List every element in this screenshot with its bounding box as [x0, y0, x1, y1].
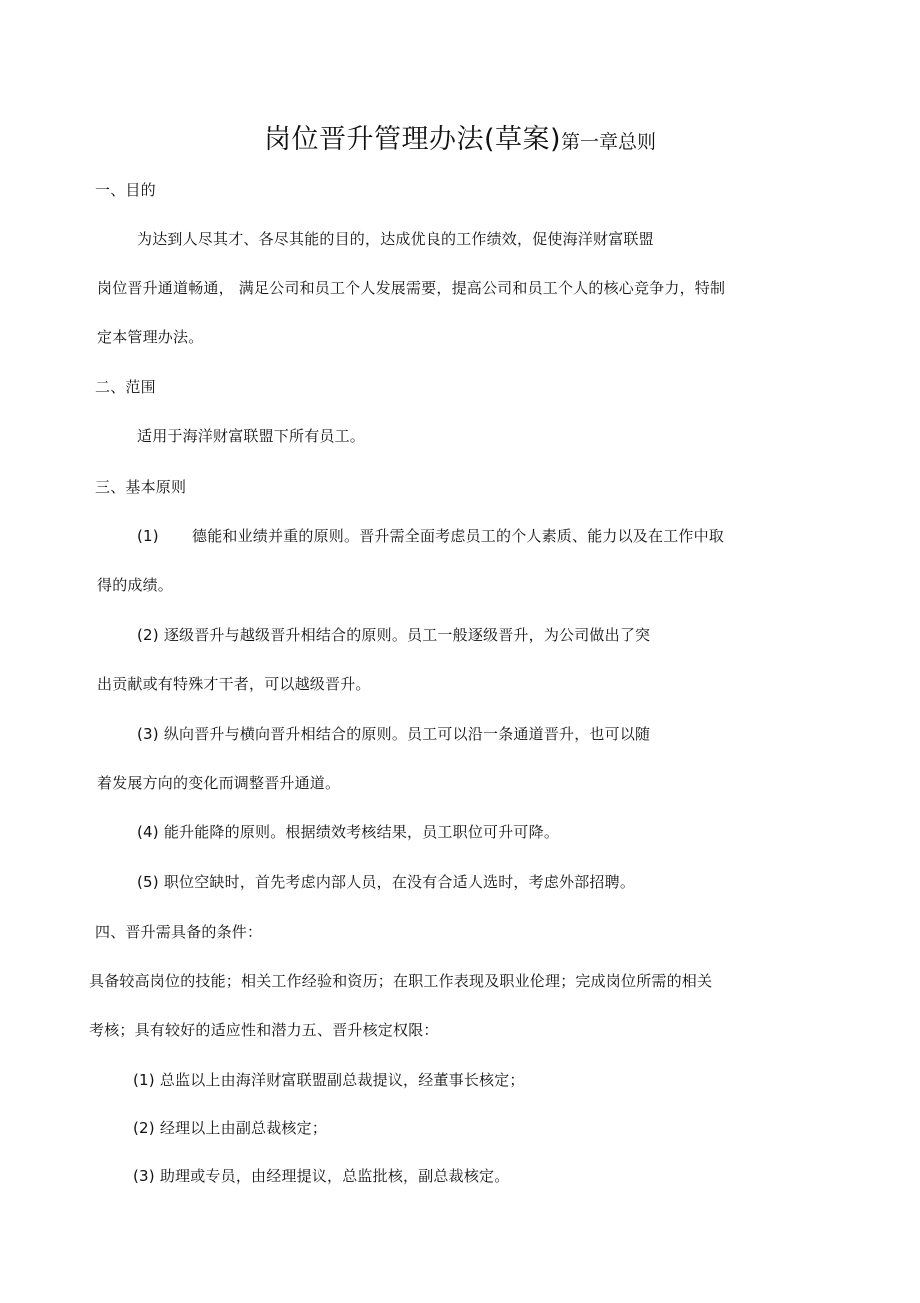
paragraph-line: 着发展方向的变化而调整晋升通道。: [97, 774, 341, 792]
list-item-text: 德能和业绩并重的原则。晋升需全面考虑员工的个人素质、能力以及在工作中取: [192, 527, 725, 545]
paragraph-line: 具备较高岗位的技能；相关工作经验和资历；在职工作表现及职业伦理；完成岗位所需的相关: [89, 972, 713, 990]
list-item-text: (3) 助理或专员，由经理提议，总监批核，副总裁核定。: [133, 1167, 510, 1185]
document-title: [0, 117, 920, 156]
list-item-text: (2) 逐级晋升与越级晋升相结合的原则。员工一般逐级晋升，为公司做出了突: [137, 626, 651, 644]
list-item-text: (1) 总监以上由海洋财富联盟副总裁提议，经董事长核定；: [133, 1071, 525, 1089]
title-main: 岗位晋升管理办法(草案): [263, 124, 562, 155]
list-item-text: (5) 职位空缺时，首先考虑内部人员，在没有合适人选时，考虑外部招聘。: [137, 873, 636, 891]
section-heading-principles: 三、基本原则: [95, 478, 187, 496]
section-heading-purpose: 一、目的: [95, 181, 156, 199]
paragraph-line: 岗位晋升通道畅通， 满足公司和员工个人发展需要，提高公司和员工个人的核心竞争力，特制: [97, 279, 726, 297]
list-item-text: (4) 能升能降的原则。根据绩效考核结果，员工职位可升可降。: [137, 823, 560, 841]
list-item-text: (3) 纵向晋升与横向晋升相结合的原则。员工可以沿一条通道晋升，也可以随: [137, 725, 651, 743]
paragraph-line: 定本管理办法。: [97, 328, 204, 346]
paragraph-line: 适用于海洋财富联盟下所有员工。: [137, 427, 366, 445]
paragraph-line: 得的成绩。: [97, 576, 174, 594]
paragraph-line: 出贡献或有特殊才干者，可以越级晋升。: [97, 675, 371, 693]
list-item-text: (2) 经理以上由副总裁核定；: [133, 1119, 328, 1137]
section-heading-conditions: 四、晋升需具备的条件：: [95, 923, 263, 941]
list-item-number: (1): [137, 527, 159, 545]
paragraph-line: 考核；具有较好的适应性和潜力五、晋升核定权限：: [89, 1021, 439, 1039]
title-chapter: 第一章总则: [561, 131, 657, 153]
section-heading-scope: 二、范围: [95, 378, 156, 396]
paragraph-line: 为达到人尽其才、各尽其能的目的，达成优良的工作绩效，促使海洋财富联盟: [137, 230, 654, 248]
